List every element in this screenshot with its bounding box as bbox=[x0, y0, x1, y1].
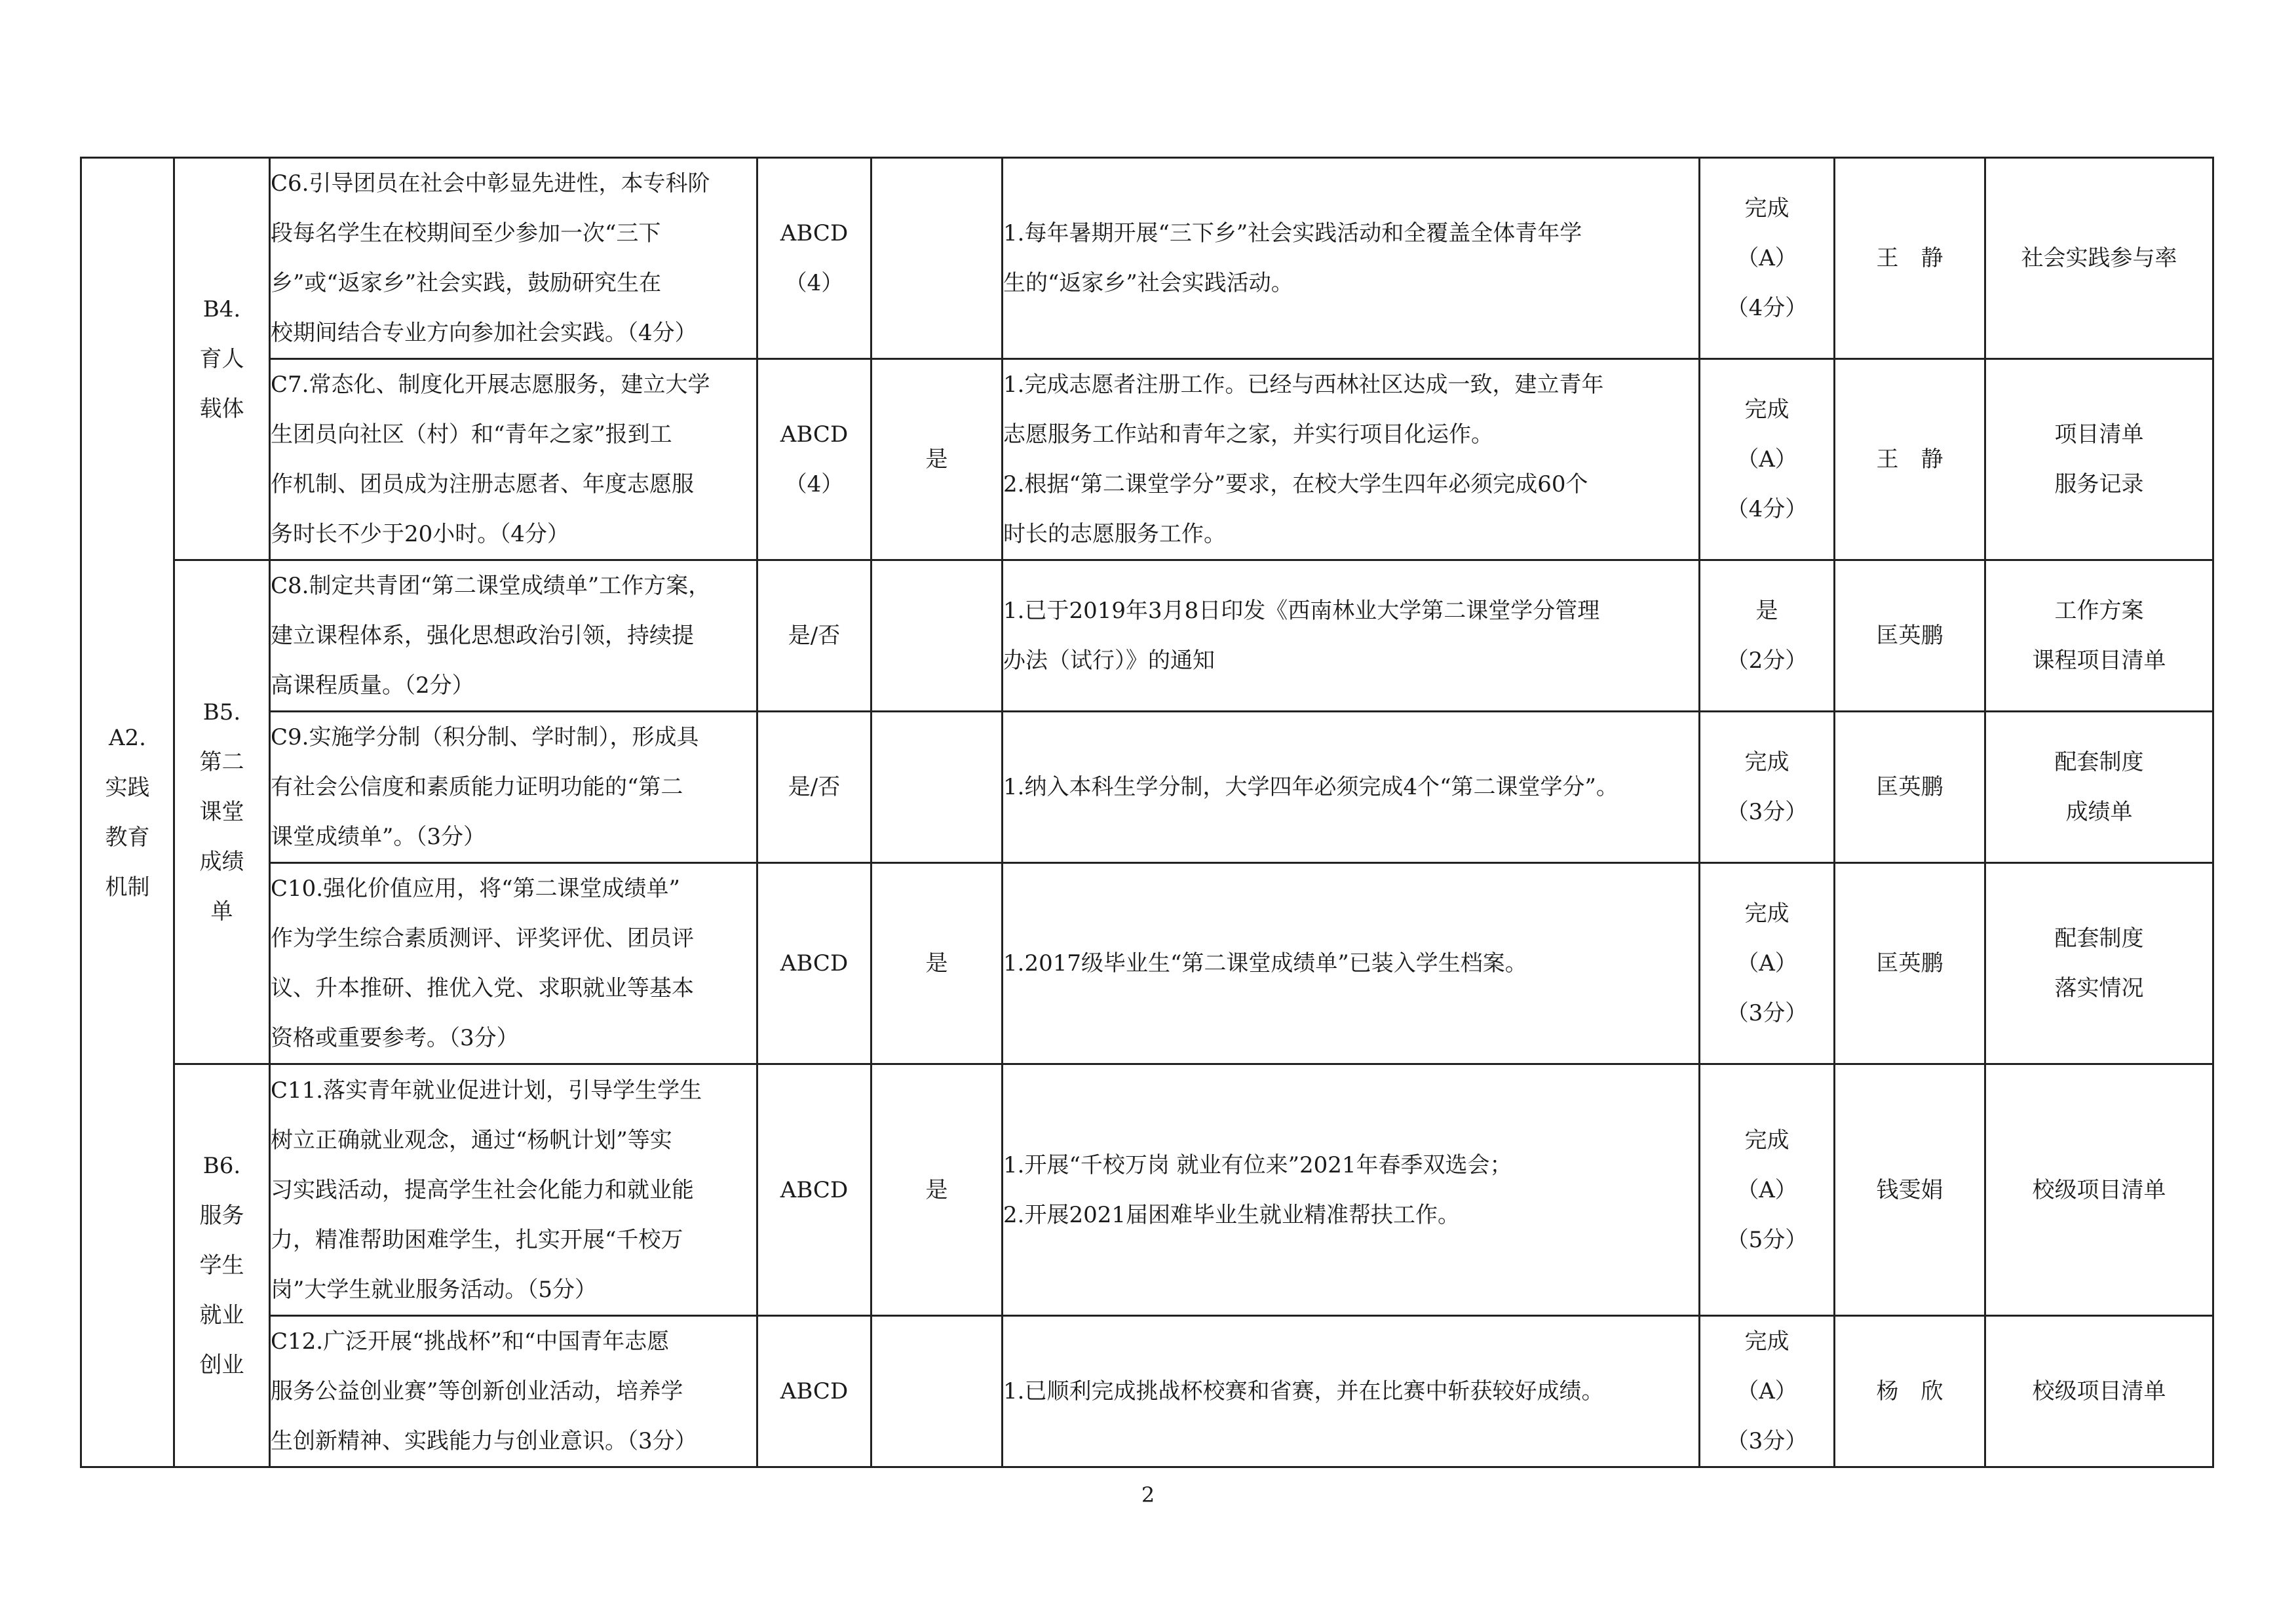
grade-text: 完成 （3分） bbox=[1726, 749, 1808, 825]
progress-text: 1.完成志愿者注册工作。已经与西林社区达成一致，建立青年 志愿服务工作站和青年之家，并实行项目化运作。 2.根据“第二课堂学分”要求，在校大学生四年必须完成60个 时长的志愿服务工作。 bbox=[1003, 372, 1604, 547]
progress-cell bbox=[1003, 359, 1700, 560]
type-text: ABCD （4） bbox=[780, 421, 849, 497]
material-text: 校级项目清单 bbox=[2032, 1378, 2166, 1404]
flag-cell bbox=[871, 863, 1003, 1064]
progress-cell bbox=[1003, 560, 1700, 712]
grade-text: 完成 （A） （3分） bbox=[1726, 900, 1808, 1026]
table-row bbox=[81, 359, 2213, 560]
material-cell bbox=[1985, 560, 2213, 712]
table-row bbox=[81, 863, 2213, 1064]
flag-cell bbox=[871, 1316, 1003, 1467]
grade-cell bbox=[1700, 712, 1835, 863]
owner-cell bbox=[1835, 359, 1985, 560]
level-b-label: B6. 服务 学生 就业 创业 bbox=[199, 1153, 244, 1378]
criterion-cell bbox=[270, 1316, 757, 1467]
criterion-text: C12.广泛开展“挑战杯”和“中国青年志愿 服务公益创业赛”等创新创业活动，培养学 生创新精神、实践能力与创业意识。（3分） bbox=[271, 1328, 697, 1454]
grade-cell bbox=[1700, 863, 1835, 1064]
evaluation-table bbox=[80, 157, 2214, 1468]
material-text: 项目清单 服务记录 bbox=[2054, 421, 2144, 497]
progress-cell bbox=[1003, 863, 1700, 1064]
grade-text: 完成 （A） （5分） bbox=[1726, 1127, 1808, 1253]
owner-name: 匡英鹏 bbox=[1876, 774, 1943, 800]
type-cell bbox=[757, 1064, 871, 1316]
level-a-cell bbox=[81, 158, 174, 1467]
type-cell bbox=[757, 863, 871, 1064]
flag-cell bbox=[871, 712, 1003, 863]
owner-name: 王 静 bbox=[1876, 245, 1943, 271]
level-b-label: B5. 第二 课堂 成绩 单 bbox=[199, 699, 244, 925]
progress-cell bbox=[1003, 1064, 1700, 1316]
level-b-cell bbox=[174, 1064, 270, 1467]
page-number: 2 bbox=[1141, 1482, 1155, 1507]
criterion-text: C9.实施学分制（积分制、学时制），形成具 有社会公信度和素质能力证明功能的“第二 课堂成绩单”。（3分） bbox=[271, 724, 699, 850]
grade-cell bbox=[1700, 1316, 1835, 1467]
owner-name: 匡英鹏 bbox=[1876, 950, 1943, 976]
level-b-cell bbox=[174, 158, 270, 560]
owner-name: 王 静 bbox=[1876, 446, 1943, 473]
material-cell bbox=[1985, 158, 2213, 359]
type-cell bbox=[757, 359, 871, 560]
flag-text: 是 bbox=[925, 446, 948, 473]
criterion-cell bbox=[270, 863, 757, 1064]
flag-cell bbox=[871, 1064, 1003, 1316]
grade-text: 是 （2分） bbox=[1726, 598, 1808, 674]
level-b-label: B4. 育人 载体 bbox=[199, 296, 244, 422]
owner-cell bbox=[1835, 560, 1985, 712]
criterion-text: C6.引导团员在社会中彰显先进性，本专科阶 段每名学生在校期间至少参加一次“三下 乡”或“返家乡”社会实践，鼓励研究生在 校期间结合专业方向参加社会实践。（4分） bbox=[271, 170, 710, 346]
flag-cell bbox=[871, 359, 1003, 560]
material-text: 社会实践参与率 bbox=[2021, 245, 2177, 271]
owner-cell bbox=[1835, 1064, 1985, 1316]
material-text: 配套制度 成绩单 bbox=[2054, 749, 2144, 825]
grade-text: 完成 （A） （4分） bbox=[1726, 396, 1808, 522]
type-text: ABCD （4） bbox=[780, 220, 849, 296]
table-row bbox=[81, 712, 2213, 863]
progress-cell bbox=[1003, 712, 1700, 863]
criterion-cell bbox=[270, 560, 757, 712]
criterion-cell bbox=[270, 359, 757, 560]
type-cell bbox=[757, 1316, 871, 1467]
table-row bbox=[81, 158, 2213, 359]
material-cell bbox=[1985, 863, 2213, 1064]
progress-text: 1.已于2019年3月8日印发《西南林业大学第二课堂学分管理 办法（试行）》的通知 bbox=[1003, 598, 1600, 674]
grade-cell bbox=[1700, 359, 1835, 560]
progress-cell bbox=[1003, 1316, 1700, 1467]
evaluation-table-container bbox=[80, 157, 2212, 1468]
owner-cell bbox=[1835, 863, 1985, 1064]
criterion-text: C10.强化价值应用，将“第二课堂成绩单” 作为学生综合素质测评、评奖评优、团员评 议、升本推研、推优入党、求职就业等基本 资格或重要参考。（3分） bbox=[271, 876, 694, 1051]
type-text: ABCD bbox=[780, 1176, 849, 1203]
table-row bbox=[81, 560, 2213, 712]
flag-text: 是 bbox=[925, 950, 948, 976]
grade-cell bbox=[1700, 158, 1835, 359]
progress-cell bbox=[1003, 158, 1700, 359]
progress-text: 1.开展“千校万岗 就业有位来”2021年春季双选会； 2.开展2021届困难毕业生就业精准帮扶工作。 bbox=[1003, 1151, 1512, 1228]
type-cell bbox=[757, 158, 871, 359]
owner-cell bbox=[1835, 712, 1985, 863]
criterion-text: C11.落实青年就业促进计划，引导学生学生 树立正确就业观念，通过“杨帆计划”等实 习实践活动，提高学生社会化能力和就业能 力，精准帮助困难学生，扎实开展“千校万 岗”大学生就业服务活动。（5分） bbox=[271, 1077, 702, 1303]
criterion-cell bbox=[270, 158, 757, 359]
type-text: ABCD bbox=[780, 1378, 849, 1404]
grade-cell bbox=[1700, 560, 1835, 712]
progress-text: 1.纳入本科生学分制，大学四年必须完成4个“第二课堂学分”。 bbox=[1003, 774, 1618, 800]
material-text: 配套制度 落实情况 bbox=[2054, 925, 2144, 1001]
flag-cell bbox=[871, 158, 1003, 359]
owner-name: 钱雯娟 bbox=[1876, 1176, 1943, 1203]
material-text: 校级项目清单 bbox=[2032, 1176, 2166, 1203]
type-text: 是/否 bbox=[788, 774, 841, 800]
material-cell bbox=[1985, 359, 2213, 560]
table-row bbox=[81, 1316, 2213, 1467]
owner-name: 杨 欣 bbox=[1876, 1378, 1943, 1404]
grade-text: 完成 （A） （3分） bbox=[1726, 1328, 1808, 1454]
criterion-cell bbox=[270, 712, 757, 863]
flag-text: 是 bbox=[925, 1176, 948, 1203]
owner-cell bbox=[1835, 158, 1985, 359]
flag-cell bbox=[871, 560, 1003, 712]
owner-cell bbox=[1835, 1316, 1985, 1467]
material-cell bbox=[1985, 1316, 2213, 1467]
level-a-label: A2. 实践 教育 机制 bbox=[105, 724, 150, 900]
criterion-text: C8.制定共青团“第二课堂成绩单”工作方案， 建立课程体系，强化思想政治引领，持续提 高课程质量。（2分） bbox=[271, 573, 711, 699]
type-text: 是/否 bbox=[788, 623, 841, 649]
material-text: 工作方案 课程项目清单 bbox=[2032, 598, 2166, 674]
material-cell bbox=[1985, 1064, 2213, 1316]
level-b-cell bbox=[174, 560, 270, 1064]
type-text: ABCD bbox=[780, 950, 849, 976]
progress-text: 1.2017级毕业生“第二课堂成绩单”已装入学生档案。 bbox=[1003, 950, 1527, 976]
table-row bbox=[81, 1064, 2213, 1316]
material-cell bbox=[1985, 712, 2213, 863]
type-cell bbox=[757, 712, 871, 863]
progress-text: 1.已顺利完成挑战杯校赛和省赛，并在比赛中斩获较好成绩。 bbox=[1003, 1378, 1604, 1404]
grade-cell bbox=[1700, 1064, 1835, 1316]
progress-text: 1.每年暑期开展“三下乡”社会实践活动和全覆盖全体青年学 生的“返家乡”社会实践活动。 bbox=[1003, 220, 1582, 296]
type-cell bbox=[757, 560, 871, 712]
grade-text: 完成 （A） （4分） bbox=[1726, 195, 1808, 321]
owner-name: 匡英鹏 bbox=[1876, 623, 1943, 649]
criterion-cell bbox=[270, 1064, 757, 1316]
criterion-text: C7.常态化、制度化开展志愿服务，建立大学 生团员向社区（村）和“青年之家”报到工 作机制、团员成为注册志愿者、年度志愿服 务时长不少于20小时。（4分） bbox=[271, 372, 710, 547]
